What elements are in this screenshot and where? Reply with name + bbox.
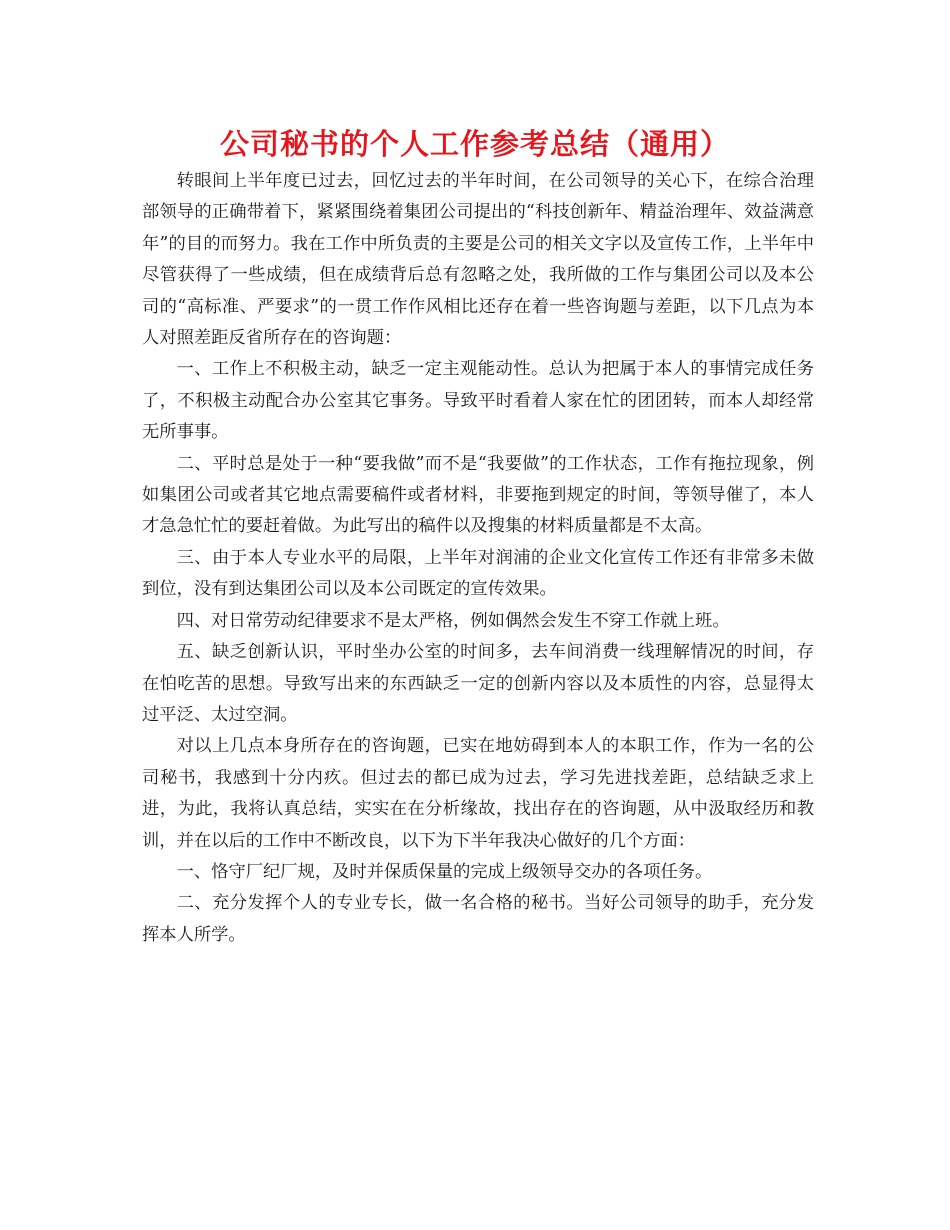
document-title: 公司秘书的个人工作参考总结（通用）: [219, 127, 730, 161]
paragraph: 五、缺乏创新认识，平时坐办公室的时间多，去车间消费一线理解情况的时间，存在怕吃苦的思想。导致写出来的东西缺乏一定的创新内容以及本质性的内容，总显得太过平泛、太过空洞。: [142, 642, 814, 725]
paragraph: 一、工作上不积极主动，缺乏一定主观能动性。总认为把属于本人的事情完成任务了，不积极主动配合办公室其它事务。导致平时看着人家在忙的团团转，而本人却经常无所事事。: [142, 359, 814, 443]
paragraph: 二、充分发挥个人的专业专长，做一名合格的秘书。当好公司领导的助手，充分发挥本人所学。: [142, 893, 814, 945]
paragraph: 一、恪守厂纪厂规，及时并保质保量的完成上级领导交办的各项任务。: [176, 861, 713, 882]
paragraph: 四、对日常劳动纪律要求不是太严格，例如偶然会发生不穿工作就上班。: [176, 610, 730, 631]
paragraph: 二、平时总是处于一种“要我做”而不是“我要做”的工作状态，工作有拖拉现象，例如集团公司或者其它地点需要稿件或者材料，非要拖到规定的时间，等领导催了，本人才急急忙忙的要赶着做。为此写出的稿件以及搜集的材料质量都是不太高。: [142, 453, 814, 537]
paragraph: 三、由于本人专业水平的局限，上半年对润浦的企业文化宣传工作还有非常多未做到位，没有到达集团公司以及本公司既定的宣传效果。: [142, 547, 814, 600]
paragraph: 转眼间上半年度已过去，回忆过去的半年时间，在公司领导的关心下，在综合治理部领导的正确带着下，紧紧围绕着集团公司提出的“科技创新年、精益治理年、效益满意年”的目的而努力。我在工作中所负责的主要是公司的相关文字以及宣传工作，上半年中尽管获得了一些成绩，但在成绩背后总有忽略之处，我所做的工作与集团公司以及本公司的“高标准、严要求”的一贯工作作风相比还存在着一些咨询题与差距，以下几点为本人对照差距反省所存在的咨询题：: [142, 171, 814, 349]
paragraph: 对以上几点本身所存在的咨询题，已实在地妨碍到本人的本职工作，作为一名的公司秘书，我感到十分内疚。但过去的都已成为过去，学习先进找差距，总结缺乏求上进，为此，我将认真总结，实实在在分析缘故，找出存在的咨询题，从中汲取经历和教训，并在以后的工作中不断改良，以下为下半年我决心做好的几个方面：: [142, 736, 814, 851]
document-body: [142, 166, 814, 951]
